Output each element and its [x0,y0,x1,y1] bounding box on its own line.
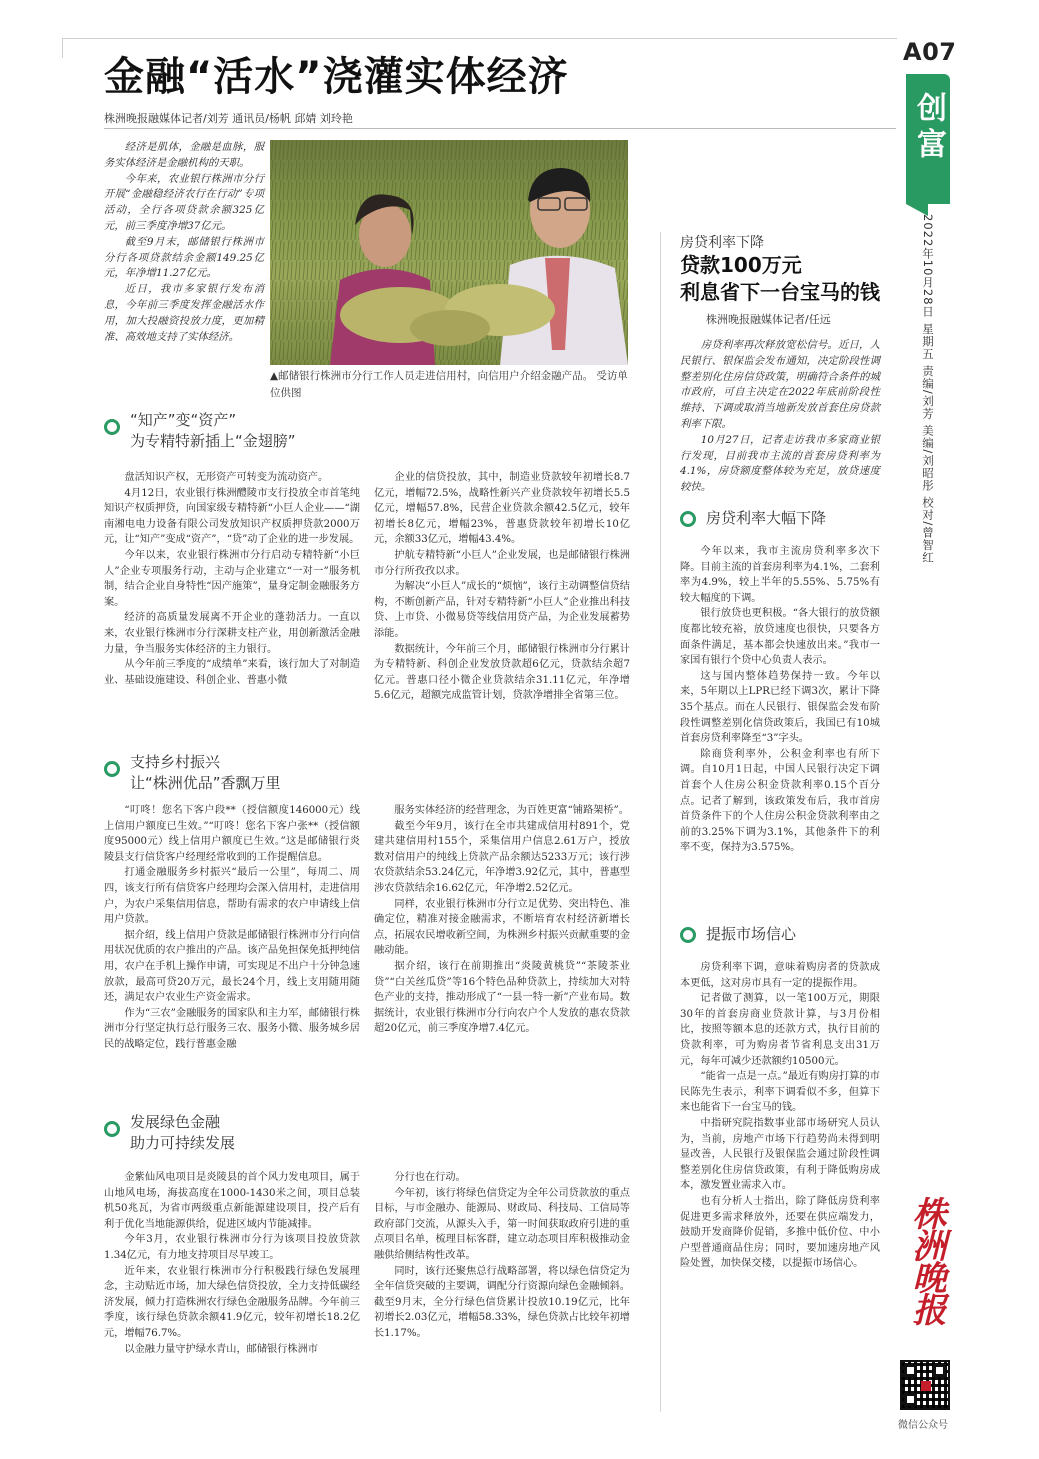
paragraph: 今年3月，农业银行株洲市分行为该项目投放贷款1.34亿元，有力地支持项目尽早竣工。 [104,1234,360,1261]
subhead-1-line2: 为专精特新插上“金翅膀” [130,432,296,450]
byline: 株洲晚报融媒体记者/刘芳 通讯员/杨帆 邱婧 刘玲艳 [104,112,353,125]
date-editor-line: 2022年10月28日 星期五 责编/刘芳 美编/刘昭彤 校对/曾智红 [921,214,935,564]
subhead-bullet-icon [680,511,696,527]
intro-paragraph: 近日，我市多家银行发布消息，今年前三季度发挥金融活水作用，加大投融资投放力度，更加精准、高效地支持了实体经济。 [104,283,264,343]
subhead-2-line1: 支持乡村振兴 [130,753,221,771]
subhead-2 [104,752,281,794]
paragraph: 企业的信贷投放，其中，制造业贷款较年初增长8.7亿元，增幅72.5%，战略性新兴产业贷款较年初增长5.5亿元，增幅57.8%，民营企业贷款余额42.5亿元，较年初增长8亿元，增幅23%，普惠贷款较年初增长10亿元，余额33亿元，增幅43.4%。 [374,472,630,546]
brand-logo-text: 株洲晚报 [906,1196,946,1324]
paragraph: 数据统计，今年前三个月，邮储银行株洲市分行累计为专精特新、科创企业发放贷款超6亿元，贷款结余超7亿元。普惠口径小微企业贷款结余31.11亿元，年净增5.6亿元，超额完成监管计划，贷款净增排全省第三位。 [374,643,630,702]
side-headline-2: 利息省下一台宝马的钱 [680,280,880,304]
paragraph: 从今年前三季度的“成绩单”来看，该行加大了对制造业、基础设施建设、科创企业、普惠小微 [104,659,360,686]
section-3-col-1 [104,1170,360,1357]
section-label: 创富 [911,92,946,164]
qr-code[interactable] [900,1360,950,1410]
side-intro [680,338,880,496]
column-divider [660,232,661,1412]
section-tab [906,74,950,204]
side-section-1-body [680,544,880,856]
subhead-3 [104,1112,235,1154]
paragraph: 经济的高质量发展离不开企业的蓬勃活力。一直以来，农业银行株洲市分行深耕支柱产业，用创新激活金融力量，争当服务实体经济的主力银行。 [104,612,360,655]
side-subhead-2-text: 提振市场信心 [706,925,797,943]
paragraph: 中指研究院指数事业部市场研究人员认为，当前，房地产市场下行趋势尚未得到明显改善，人民银行及银保监会通过阶段性调整差别化住房信贷政策，有利于降低购房成本，激发置业需求入市。 [680,1117,880,1192]
paragraph: 盘活知识产权，无形资产可转变为流动资产。 [124,472,329,483]
subhead-3-line2: 助力可持续发展 [130,1134,236,1152]
page-frame-top-line [62,38,897,39]
page-frame-left-line [62,38,63,58]
paragraph: 服务实体经济的经营理念，为百姓更富“铺路架桥”。 [394,805,629,816]
qr-caption: 微信公众号 [898,1420,948,1431]
paragraph: 据介绍，该行在前期推出“炎陵黄桃贷”“茶陵茶业贷”“白关丝瓜贷”等16个特色品种贷款上，持续加大对特色产业的支持，推动形成了“一县一特一新”产业布局。数据统计，农业银行株洲市分行向农户个人发放的惠农贷款超20亿元，前三季度净增7.4亿元。 [374,960,630,1035]
paragraph: 今年以来，农业银行株洲市分行启动专精特新“小巨人”企业专项服务行动，主动与企业建立“一对一”服务机制，结合企业自身特性“因产施策”，量身定制金融服务方案。 [104,549,360,608]
paragraph: 4月12日，农业银行株洲醴陵市支行投放全市首笔纯知识产权质押贷，向国家级专精特新“小巨人企业——“湖南湘电电力设备有限公司发放知识产权质押贷款2000万元，让“知产”变成“资产”，“贷”动了企业的进一步发展。 [104,487,360,546]
page-number: A07 [903,38,957,66]
news-photo [270,140,628,365]
paragraph: 为解决“小巨人”成长的“烦恼”，该行主动调整信贷结构，不断创新产品，针对专精特新“小巨人”企业推出科技贷、上市贷、小微易贷等线信用贷产品，为企业发展蓄势添能。 [374,581,630,639]
intro-paragraph: 今年来，农业银行株洲市分行开展“金融稳经济农行在行动”专项活动，全行各项贷款余额325亿元，前三季度净增37亿元。 [104,172,264,232]
section-2-col-1 [104,803,360,1053]
byline-rule [104,128,896,129]
paragraph: 护航专精特新“小巨人”企业发展，也是邮储银行株洲市分行所孜孜以求。 [374,549,630,577]
side-intro-paragraph: 10月27日，记者走访我市多家商业银行发现，目前我市主流的首套房贷利率为4.1%，房贷额度整体较为充足，放贷速度较快。 [680,433,880,494]
section-1-col-2 [374,470,630,704]
section-3-col-2 [374,1170,630,1342]
paragraph: 同样，农业银行株洲市分行立足优势、突出特色、准确定位，精准对接金融需求，不断培育农村经济新增长点，拓展农民增收新空间，为株洲乡村振兴贡献重要的金融动能。 [374,898,630,957]
paragraph: “能省一点是一点。”最近有购房打算的市民陈先生表示，利率下调看似不多，但算下来也能省下一台宝马的钱。 [680,1071,880,1114]
side-byline: 株洲晚报融媒体记者/任远 [706,313,831,326]
brand-logo [906,1196,946,1338]
paragraph: 作为“三农”金融服务的国家队和主力军，邮储银行株洲市分行坚定执行总行服务三农、服务小微、服务城乡居民的战略定位，践行普惠金融 [104,1007,360,1050]
side-intro-paragraph: 房贷利率再次释放宽松信号。近日，人民银行、银保监会发布通知，决定阶段性调整差别化住房信贷政策，明确符合条件的城市政府，可自主决定在2022年底前阶段性维持、下调或取消当地新发放首套住房贷款利率下限。 [680,339,880,430]
paragraph: 同时，该行还聚焦总行战略部署，将以绿色信贷定为全年信贷突破的主要调，调配分行资源向绿色金融倾斜。截至9月末，全分行绿色信贷累计投放10.19亿元，比年初增长2.03亿元，增幅58.33%，绿色贷款占比较年初增长1.17%。 [374,1265,630,1339]
paragraph: 近年来，农业银行株洲市分行积极践行绿色发展理念，主动贴近市场，加大绿色信贷投放，全力支持低碳经济发展，倾力打造株洲农行绿色金融服务品牌。今年前三季度，该行绿色贷款余额41.9亿元，较年初增长18.2亿元，增幅76.7%。 [104,1265,360,1339]
paragraph: “叮咚！您名下客户段**（授信额度146000元）线上信用户额度已生效。”“叮咚！您名下客户张**（授信额度95000元）线上信用户额度已生效。”这是邮储银行炎陵县支行信贷客户经理经常收到的工作提醒信息。 [104,805,360,863]
paragraph: 据介绍，线上信用户贷款是邮储银行株洲市分行向信用状况优质的农户推出的产品。该产品免担保免抵押纯信用，农户在手机上操作申请，可实现足不出户十分钟急速放款，最高可贷20万元，最长24个月，线上支用随用随还，满足农户农业生产资金需求。 [104,929,360,1004]
subhead-bullet-icon [680,927,696,943]
subhead-bullet-icon [104,419,120,435]
paragraph: 以金融力量守护绿水青山，邮储银行株洲市 [124,1343,318,1355]
paragraph: 今年以来，我市主流房贷利率多次下降。目前主流的首套房利率为4.1%，二套利率为4.9%，较上半年的5.55%、5.75%有较大幅度的下调。 [680,546,880,604]
photo-illustration [270,140,628,365]
subhead-bullet-icon [104,761,120,777]
paragraph: 也有分析人士指出，除了降低房贷利率促进更多需求释放外，还要在供应端发力，鼓励开发商降价促销，多推中低价位、中小户型普通商品住房；同时，要加速房地产风险处置，加快保交楼，以提振市场信心。 [680,1195,880,1270]
side-headline-1: 贷款100万元 [680,253,802,277]
subhead-2-line2: 让“株洲优品”香飘万里 [130,774,281,792]
paragraph: 截至今年9月，该行在全市共建成信用村891个，党建共建信用村155个，采集信用户信息2.61万户，授放数对信用户的纯线上贷款产品余额达5233万元；该行涉农贷款结余53.24亿元，年净增3.92亿元，其中，普惠型涉农贷款结余16.62亿元，年净增2.52亿元。 [374,820,630,894]
side-subhead-2 [680,924,796,945]
headline: 金融“活水”浇灌实体经济 [104,54,569,100]
intro-paragraph: 截至9月末，邮储银行株洲市分行各项贷款结余金额149.25亿元，年净增11.27亿元。 [104,235,264,280]
photo-caption: ▲邮储银行株洲市分行工作人员走进信用村，向信用户介绍金融产品。 受访单位供图 [270,370,628,399]
paragraph: 这与国内整体趋势保持一致。今年以来，5年期以上LPR已经下调3次，累计下降35个基点。而在人民银行、银保监会发布阶段性调整差别化信贷政策后，我国已有10城首套房贷利率降至“3”字头。 [680,670,880,745]
subhead-1 [104,410,296,452]
side-subhead-1 [680,508,826,529]
subhead-1-line1: “知产”变“资产” [130,411,237,429]
paragraph: 分行也在行动。 [394,1172,466,1183]
section-2-col-2 [374,803,630,1037]
paragraph: 记者做了测算，以一笔100万元，期限30年的首套房商业贷款计算，与3月份相比，按照等额本息的还款方式，执行目前的贷款利率，可为购房者节省利息支出31万元，每年可减少还款额约10500元。 [680,993,880,1067]
side-kicker: 房贷利率下降 [680,235,764,251]
paragraph: 金紫仙风电项目是炎陵县的首个风力发电项目，属于山地风电场，海拔高度在1000-1430米之间，项目总装机50兆瓦，为省市两级重点新能源建设项目，投产后有利于优化当地能源供给，促进区域内节能减排。 [104,1172,360,1230]
side-section-2-body [680,960,880,1272]
paragraph: 银行放贷也更积极。“各大银行的放贷额度都比较充裕，放贷速度也很快，只要各方面条件满足，基本都会快速放出来。”我市一家国有银行个贷中心负责人表示。 [680,608,880,667]
subhead-3-line1: 发展绿色金融 [130,1113,221,1131]
paragraph: 房贷利率下调，意味着购房者的贷款成本更低，这对房市具有一定的提振作用。 [680,962,880,989]
intro-paragraph: 经济是肌体，金融是血脉，服务实体经济是金融机构的天职。 [104,141,264,169]
section-1-col-1 [104,470,360,688]
subhead-bullet-icon [104,1121,120,1137]
paragraph: 除商贷利率外，公积金利率也有所下调。自10月1日起，中国人民银行决定下调首套个人住房公积金贷款利率0.15个百分点。记者了解到，该政策发布后，我市首房首贷条件下的个人住房公积金贷款利率由之前的3.25%下调为3.1%，其他条件下的利率不变，保持为3.575%。 [680,748,880,854]
paragraph: 打通金融服务乡村振兴“最后一公里”，每周二、周四，该支行所有信贷客户经理均会深入信用村，走进信用户，为农户采集信用信息，帮助有需求的农户申请线上信用户贷款。 [104,867,360,926]
paragraph: 今年初，该行将绿色信贷定为全年公司贷款放的重点目标，与市金融办、能源局、财政局、科技局、工信局等政府部门交流，从源头入手，第一时间获取政府引进的重点项目名单，梳理目标客群，建立动态项目库积极推动金融供给侧结构性改革。 [374,1187,630,1261]
intro-block [104,140,264,345]
side-subhead-1-text: 房贷利率大幅下降 [706,509,827,527]
